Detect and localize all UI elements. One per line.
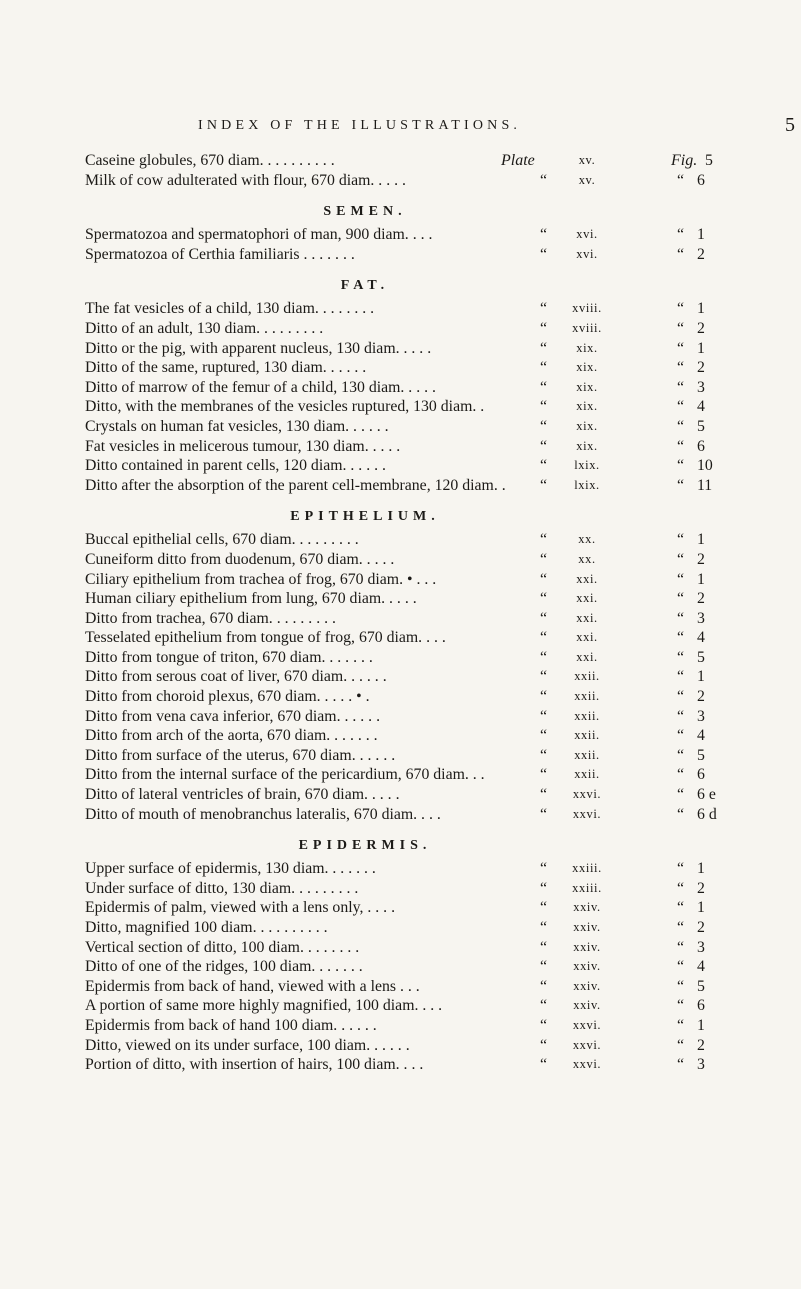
index-entry <box>85 457 785 477</box>
page-header <box>198 114 801 138</box>
ditto-mark: “ <box>540 339 548 357</box>
plate-number: xxvi. <box>572 1037 602 1052</box>
figure-number: 2 <box>697 319 705 337</box>
ditto-mark: “ <box>677 997 685 1015</box>
entry-description: Epidermis from back of hand 100 diam. . . . . . <box>85 1016 377 1034</box>
index-entry <box>85 978 785 998</box>
plate-number: xxiii. <box>572 880 602 895</box>
figure-number: 4 <box>697 629 705 647</box>
plate-number: xxi. <box>576 591 598 606</box>
figure-number: 1 <box>697 300 705 318</box>
index-entry <box>85 340 785 360</box>
ditto-mark: “ <box>540 398 548 416</box>
plate-number: xxii. <box>574 728 600 743</box>
index-entry <box>85 1017 785 1037</box>
figure-number: 6 <box>697 437 705 455</box>
ditto-mark: “ <box>677 476 685 494</box>
ditto-mark: “ <box>540 727 548 745</box>
section-title: EPITHELIUM. <box>290 509 440 525</box>
ditto-mark: “ <box>540 590 548 608</box>
index-entry <box>85 806 785 826</box>
entry-description: Tesselated epithelium from tongue of frog, 670 diam. . . . <box>85 629 446 647</box>
ditto-mark: “ <box>677 707 685 725</box>
figure-number: 6 <box>697 766 705 784</box>
plate-number: lxix. <box>574 477 600 492</box>
ditto-mark: “ <box>540 860 548 878</box>
index-entry <box>85 438 785 458</box>
entry-description: Epidermis of palm, viewed with a lens only, . . . . <box>85 899 396 917</box>
index-entry <box>85 649 785 669</box>
index-entry <box>85 786 785 806</box>
ditto-mark: “ <box>677 531 685 549</box>
figure-number: 10 <box>697 457 713 475</box>
ditto-mark: “ <box>677 977 685 995</box>
ditto-mark: “ <box>677 766 685 784</box>
entry-description: Ditto of mouth of menobranchus lateralis, 670 diam. . . . <box>85 805 441 823</box>
fig-label: Fig. <box>671 152 698 169</box>
plate-number: xxi. <box>576 630 598 645</box>
ditto-mark: “ <box>677 688 685 706</box>
ditto-mark: “ <box>540 171 548 189</box>
ditto-mark: “ <box>677 319 685 337</box>
entry-description: The fat vesicles of a child, 130 diam. . . . . . . . <box>85 300 375 318</box>
entry-description: Ditto, viewed on its under surface, 100 diam. . . . . . <box>85 1036 410 1054</box>
entry-description: Ditto or the pig, with apparent nucleus, 130 diam. . . . . <box>85 339 432 357</box>
entry-description: Ditto from tongue of triton, 670 diam. . . . . . . <box>85 648 373 666</box>
section-title: FAT. <box>340 278 390 294</box>
ditto-mark: “ <box>540 786 548 804</box>
figure-number: 6 <box>697 171 705 189</box>
figure-number: 11 <box>697 476 713 494</box>
plate-number: xx. <box>578 532 596 547</box>
ditto-mark: “ <box>540 879 548 897</box>
running-title: INDEX OF THE ILLUSTRATIONS. <box>198 118 522 133</box>
ditto-mark: “ <box>540 668 548 686</box>
ditto-mark: “ <box>677 786 685 804</box>
entry-description: Crystals on human fat vesicles, 130 diam. . . . . . <box>85 417 389 435</box>
section-title: EPIDERMIS. <box>298 838 432 854</box>
index-entry <box>85 320 785 340</box>
plate-number: xxvi. <box>572 1057 602 1072</box>
ditto-mark: “ <box>540 629 548 647</box>
index-entry <box>85 571 785 591</box>
plate-number: xxii. <box>574 747 600 762</box>
index-entry <box>85 531 785 551</box>
entry-description: Ditto of the same, ruptured, 130 diam. . . . . . <box>85 359 367 377</box>
section-epithelium <box>85 509 785 825</box>
index-entry <box>85 300 785 320</box>
entry-description: Ditto of an adult, 130 diam. . . . . . . . . <box>85 319 324 337</box>
ditto-mark: “ <box>540 958 548 976</box>
index-entry <box>85 688 785 708</box>
ditto-mark: “ <box>677 171 685 189</box>
plate-number: xxiv. <box>573 920 601 934</box>
ditto-mark: “ <box>540 977 548 995</box>
ditto-mark: “ <box>540 226 548 244</box>
entry-description: Ditto of marrow of the femur of a child, 130 diam. . . . . <box>85 378 436 396</box>
entry-description: Ditto from surface of the uterus, 670 diam. . . . . . <box>85 746 396 764</box>
index-entry <box>85 477 785 497</box>
index-entry <box>85 708 785 728</box>
figure-number: 2 <box>697 688 705 706</box>
figure-number: 4 <box>697 958 705 976</box>
plate-number: xxii. <box>574 669 600 684</box>
ditto-mark: “ <box>677 648 685 666</box>
figure-number: 6 d <box>697 805 717 823</box>
plate-number: xv. <box>578 172 596 187</box>
ditto-mark: “ <box>677 245 685 263</box>
plate-number: xxiv. <box>573 978 601 993</box>
ditto-mark: “ <box>540 437 548 455</box>
ditto-mark: “ <box>540 766 548 784</box>
ditto-mark: “ <box>677 359 685 377</box>
index-entry <box>85 629 785 649</box>
plate-number: xxiv. <box>573 939 601 954</box>
ditto-mark: “ <box>677 1036 685 1054</box>
figure-number: 1 <box>697 860 705 878</box>
sections-block <box>85 204 785 1076</box>
figure-number: 2 <box>697 590 705 608</box>
index-body <box>85 152 785 1076</box>
intro-block <box>85 152 785 191</box>
ditto-mark: “ <box>677 668 685 686</box>
ditto-mark: “ <box>540 746 548 764</box>
entry-description: Ditto of lateral ventricles of brain, 670 diam. . . . . <box>85 786 400 804</box>
ditto-mark: “ <box>540 476 548 494</box>
index-entry <box>85 668 785 688</box>
plate-number: xv. <box>578 153 596 167</box>
index-entry <box>85 152 785 172</box>
plate-number: xx. <box>578 551 596 566</box>
section-epidermis <box>85 838 785 1076</box>
plate-number: xix. <box>576 438 598 453</box>
ditto-mark: “ <box>677 550 685 568</box>
index-entry <box>85 610 785 630</box>
plate-number: lxix. <box>574 458 600 473</box>
entry-description: Spermatozoa of Certhia familiaris . . . . . . . <box>85 245 355 263</box>
figure-number: 5 <box>697 977 705 995</box>
figure-number: 3 <box>697 938 705 956</box>
section-title: SEMEN. <box>323 204 407 220</box>
ditto-mark: “ <box>540 1036 548 1054</box>
figure-number: 6 e <box>697 786 716 804</box>
ditto-mark: “ <box>677 590 685 608</box>
entry-description: Ditto, with the membranes of the vesicles ruptured, 130 diam. . <box>85 398 485 416</box>
entry-description: Human ciliary epithelium from lung, 670 diam. . . . . <box>85 590 417 608</box>
index-entry <box>85 727 785 747</box>
ditto-mark: “ <box>540 938 548 956</box>
index-entry <box>85 1056 785 1076</box>
figure-number: 2 <box>697 245 705 263</box>
index-entry <box>85 919 785 939</box>
plate-number: xxvi. <box>572 806 602 821</box>
ditto-mark: “ <box>540 997 548 1015</box>
figure-number: 5 <box>697 746 705 764</box>
entry-description: Ditto from vena cava inferior, 670 diam. . . . . . <box>85 707 381 725</box>
figure-number: 5 <box>705 152 713 169</box>
figure-number: 4 <box>697 727 705 745</box>
section-fat <box>85 278 785 496</box>
index-entry <box>85 418 785 438</box>
figure-number: 1 <box>697 339 705 357</box>
ditto-mark: “ <box>677 300 685 318</box>
figure-number: 6 <box>697 997 705 1015</box>
ditto-mark: “ <box>540 648 548 666</box>
index-entry <box>85 997 785 1017</box>
plate-number: xxi. <box>576 571 598 586</box>
index-entry <box>85 958 785 978</box>
entry-description: Ditto contained in parent cells, 120 diam. . . . . . <box>85 457 386 475</box>
index-entry <box>85 1037 785 1057</box>
ditto-mark: “ <box>540 609 548 627</box>
entry-description: Buccal epithelial cells, 670 diam. . . . . . . . . <box>85 531 359 549</box>
index-entry <box>85 766 785 786</box>
ditto-mark: “ <box>540 570 548 588</box>
index-entry <box>85 379 785 399</box>
plate-number: xxiv. <box>573 998 601 1013</box>
ditto-mark: “ <box>540 245 548 263</box>
plate-number: xviii. <box>572 301 602 316</box>
index-entry <box>85 551 785 571</box>
ditto-mark: “ <box>677 570 685 588</box>
index-entry <box>85 899 785 919</box>
ditto-mark: “ <box>677 609 685 627</box>
entry-description: Upper surface of epidermis, 130 diam. . . . . . . <box>85 860 376 878</box>
index-entry <box>85 590 785 610</box>
page-number: 5 <box>785 114 795 136</box>
figure-number: 1 <box>697 899 705 917</box>
entry-description: Spermatozoa and spermatophori of man, 900 diam. . . . <box>85 226 433 244</box>
ditto-mark: “ <box>677 746 685 764</box>
plate-number: xxiv. <box>573 900 601 915</box>
figure-number: 1 <box>697 668 705 686</box>
entry-description: A portion of same more highly magnified, 100 diam. . . . <box>85 997 443 1015</box>
ditto-mark: “ <box>677 226 685 244</box>
plate-number: xix. <box>576 418 598 433</box>
ditto-mark: “ <box>677 457 685 475</box>
entry-description: Ditto from choroid plexus, 670 diam. . . . . • . <box>85 688 370 706</box>
entry-description: Ditto from serous coat of liver, 670 diam. . . . . . <box>85 668 387 686</box>
plate-number: xxii. <box>574 767 600 782</box>
ditto-mark: “ <box>540 359 548 377</box>
figure-number: 3 <box>697 378 705 396</box>
ditto-mark: “ <box>540 457 548 475</box>
plate-number: xix. <box>576 399 598 414</box>
entry-description: Cuneiform ditto from duodenum, 670 diam. . . . . <box>85 550 395 568</box>
index-entry <box>85 860 785 880</box>
figure-number: 3 <box>697 707 705 725</box>
ditto-mark: “ <box>540 300 548 318</box>
figure-number: 1 <box>697 1016 705 1034</box>
entry-description: Ditto, magnified 100 diam. . . . . . . . . . <box>85 919 328 936</box>
figure-number: 2 <box>697 879 705 897</box>
figure-number: 2 <box>697 359 705 377</box>
entry-description: Ditto of one of the ridges, 100 diam. . . . . . . <box>85 958 363 976</box>
entry-description: Milk of cow adulterated with flour, 670 diam. . . . . <box>85 171 406 189</box>
plate-number: xxi. <box>576 649 598 664</box>
ditto-mark: “ <box>540 1016 548 1034</box>
ditto-mark: “ <box>540 550 548 568</box>
ditto-mark: “ <box>677 899 685 917</box>
entry-description: Ditto from arch of the aorta, 670 diam. . . . . . . <box>85 727 378 745</box>
ditto-mark: “ <box>540 531 548 549</box>
plate-number: xvi. <box>576 246 598 261</box>
plate-number: xvi. <box>576 227 598 242</box>
index-entry <box>85 246 785 266</box>
index-entry <box>85 359 785 379</box>
ditto-mark: “ <box>677 437 685 455</box>
index-entry <box>85 398 785 418</box>
ditto-mark: “ <box>540 899 548 917</box>
figure-number: 2 <box>697 919 705 936</box>
plate-number: xxi. <box>576 610 598 625</box>
ditto-mark: “ <box>677 378 685 396</box>
plate-number: xviii. <box>572 320 602 335</box>
ditto-mark: “ <box>677 860 685 878</box>
entry-description: Epidermis from back of hand, viewed with a lens . . . <box>85 977 420 995</box>
entry-description: Caseine globules, 670 diam. . . . . . . . . . <box>85 152 335 169</box>
figure-number: 1 <box>697 226 705 244</box>
ditto-mark: “ <box>540 319 548 337</box>
ditto-mark: “ <box>540 805 548 823</box>
ditto-mark: “ <box>677 398 685 416</box>
index-entry <box>85 880 785 900</box>
figure-number: 5 <box>697 417 705 435</box>
ditto-mark: “ <box>677 879 685 897</box>
plate-number: xix. <box>576 379 598 394</box>
entry-description: Portion of ditto, with insertion of hairs, 100 diam. . . . <box>85 1056 424 1074</box>
entry-description: Ditto from trachea, 670 diam. . . . . . . . . <box>85 609 336 627</box>
entry-description: Vertical section of ditto, 100 diam. . . . . . . . <box>85 938 360 956</box>
ditto-mark: “ <box>540 1056 548 1074</box>
ditto-mark: “ <box>677 805 685 823</box>
entry-description: Ciliary epithelium from trachea of frog, 670 diam. • . . . <box>85 570 437 588</box>
figure-number: 5 <box>697 648 705 666</box>
plate-number: xxiii. <box>572 861 602 876</box>
plate-number: xxvi. <box>572 1017 602 1032</box>
index-entry <box>85 939 785 959</box>
entry-description: Fat vesicles in melicerous tumour, 130 diam. . . . . <box>85 437 401 455</box>
index-entry <box>85 226 785 246</box>
plate-number: xxiv. <box>573 959 601 974</box>
figure-number: 2 <box>697 1036 705 1054</box>
plate-number: xxvi. <box>572 787 602 802</box>
plate-number: xix. <box>576 360 598 375</box>
ditto-mark: “ <box>677 1016 685 1034</box>
ditto-mark: “ <box>677 629 685 647</box>
ditto-mark: “ <box>677 417 685 435</box>
entry-description: Ditto from the internal surface of the pericardium, 670 diam. . . <box>85 766 485 784</box>
figure-number: 1 <box>697 531 705 549</box>
figure-number: 4 <box>697 398 705 416</box>
entry-description: Ditto after the absorption of the parent cell-membrane, 120 diam. . <box>85 476 506 494</box>
plate-number: xxii. <box>574 708 600 723</box>
plate-number: xxii. <box>574 689 600 704</box>
ditto-mark: “ <box>677 1056 685 1074</box>
entry-description: Under surface of ditto, 130 diam. . . . . . . . . <box>85 879 359 897</box>
figure-number: 2 <box>697 550 705 568</box>
ditto-mark: “ <box>540 417 548 435</box>
ditto-mark: “ <box>677 339 685 357</box>
ditto-mark: “ <box>540 919 548 936</box>
index-entry <box>85 172 785 192</box>
ditto-mark: “ <box>540 688 548 706</box>
plate-label: Plate <box>501 152 535 169</box>
index-entry <box>85 747 785 767</box>
ditto-mark: “ <box>677 958 685 976</box>
section-semen <box>85 204 785 265</box>
figure-number: 3 <box>697 1056 705 1074</box>
figure-number: 3 <box>697 609 705 627</box>
plate-number: xix. <box>576 340 598 355</box>
ditto-mark: “ <box>677 938 685 956</box>
figure-number: 1 <box>697 570 705 588</box>
ditto-mark: “ <box>540 378 548 396</box>
ditto-mark: “ <box>677 727 685 745</box>
ditto-mark: “ <box>540 707 548 725</box>
ditto-mark: “ <box>677 919 685 936</box>
